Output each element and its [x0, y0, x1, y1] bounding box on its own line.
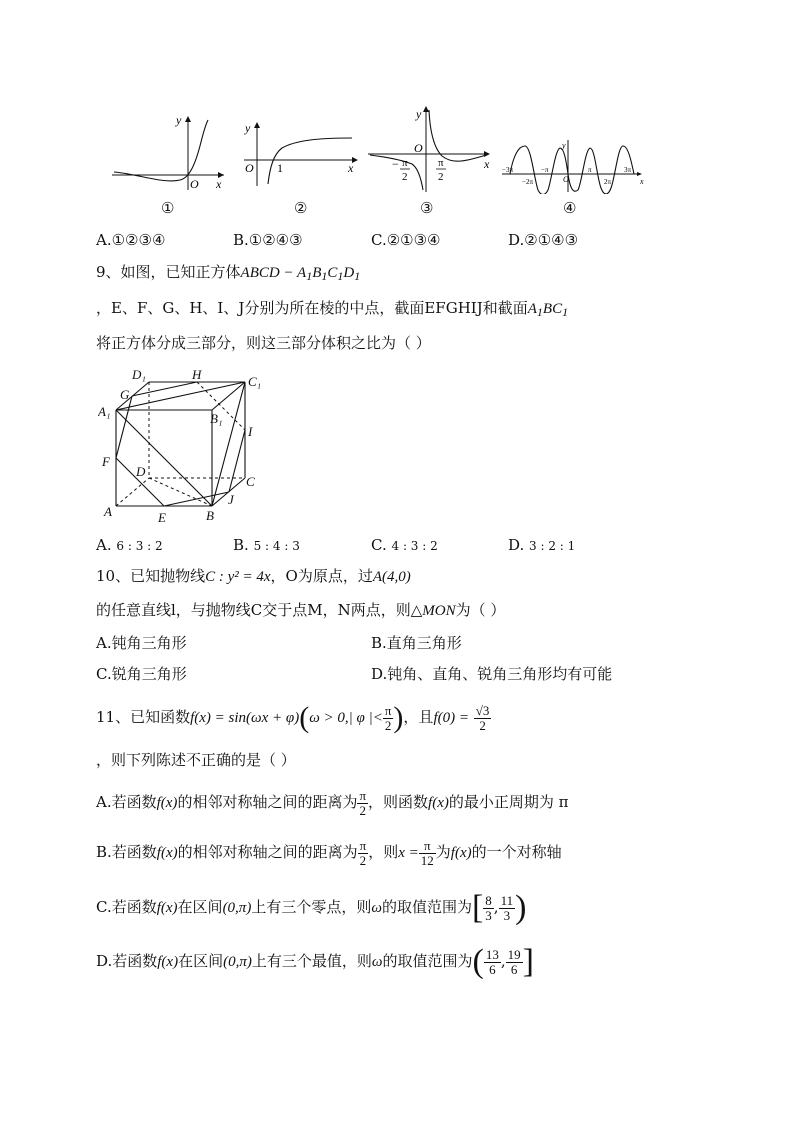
cube-figure — [98, 366, 266, 526]
q11-stem-line1: 11、已知函数f(x) = sin(ωx + φ)(ω > 0,| φ |< $\frac{\pi}{2}$ )，且f(0) = $\frac{√3}{2}$ — [96, 701, 490, 734]
svg-text:2π: 2π — [604, 178, 612, 186]
svg-text:3π: 3π — [624, 166, 632, 174]
q9-option-b[interactable]: B. 5 : 4 : 3 — [233, 536, 300, 554]
svg-text:−3π: −3π — [502, 166, 513, 174]
q10-option-c[interactable]: C.锐角三角形 — [96, 665, 187, 683]
svg-text:y: y — [562, 141, 566, 150]
q10-option-b[interactable]: B.直角三角形 — [371, 634, 462, 652]
q10-stem-line1: 10、已知抛物线C : y² = 4x，O为原点，过A(4,0) — [96, 567, 411, 585]
svg-text:2: 2 — [438, 171, 444, 183]
q11-option-b[interactable]: B.若函数f(x)的相邻对称轴之间的距离为 $\frac{\pi}{2}$ ，则x = $\frac{\pi}{12}$ 为f(x)的一个对称轴 — [96, 837, 562, 868]
q9-stem-line1: 9、如图，已知正方体ABCD − $A_1B_1C_1D_1$ — [96, 263, 361, 283]
graph-2 — [240, 120, 362, 190]
q9-stem-line2: ，E、F、G、H、I、J分别为所在棱的中点，截面EFGHIJ和截面$A_1BC_1$ — [96, 299, 569, 319]
svg-text:x: x — [640, 177, 644, 186]
svg-text:π: π — [402, 157, 408, 169]
graph-1-curve — [114, 120, 208, 181]
svg-text:x: x — [348, 161, 354, 175]
q9-option-c[interactable]: C. 4 : 3 : 2 — [371, 536, 438, 554]
graph-1-origin: O — [190, 177, 199, 191]
graph-3 — [366, 102, 494, 194]
graph-1-label: ① — [161, 199, 175, 217]
svg-text:C: C — [246, 474, 255, 489]
graph-2-label: ② — [294, 199, 308, 217]
svg-text:x: x — [484, 157, 490, 171]
svg-text:y: y — [245, 121, 251, 135]
svg-text:2: 2 — [402, 171, 408, 183]
svg-text:−: − — [392, 157, 399, 171]
q11-option-d[interactable]: D.若函数f(x)在区间(0,π)上有三个最值，则ω的取值范围为( $\frac{13}{6}$ , $\frac{19}{6}$ ] — [96, 943, 534, 980]
svg-text:D: D — [136, 464, 146, 479]
svg-text:O: O — [245, 161, 254, 175]
svg-text:E: E — [158, 510, 166, 525]
graph-1-y-label: y — [176, 113, 182, 127]
q9-option-a[interactable]: A. 6 : 3 : 2 — [96, 536, 163, 554]
svg-text:F: F — [102, 454, 110, 469]
svg-text:J: J — [228, 492, 234, 507]
q10-option-d[interactable]: D.钝角、直角、锐角三角形均有可能 — [371, 665, 613, 683]
svg-text:y: y — [416, 107, 422, 121]
svg-text:−2π: −2π — [522, 178, 533, 186]
svg-text:1: 1 — [277, 161, 283, 175]
graph-4 — [500, 138, 646, 194]
svg-text:π: π — [588, 166, 592, 174]
graph-1 — [108, 112, 228, 192]
q9-option-d[interactable]: D. 3 : 2 : 1 — [508, 536, 576, 554]
svg-text:D₁: D₁ — [132, 367, 146, 382]
svg-text:I: I — [248, 424, 253, 439]
svg-text:G: G — [120, 387, 130, 402]
svg-text:A₁: A₁ — [98, 404, 111, 419]
q10-option-a[interactable]: A.钝角三角形 — [96, 634, 187, 652]
q8-option-d[interactable]: D.②①④③ — [508, 231, 579, 249]
svg-text:−π: −π — [541, 166, 549, 174]
svg-text:C₁: C₁ — [248, 374, 262, 389]
graph-3-label: ③ — [420, 199, 434, 217]
svg-text:H: H — [192, 367, 202, 382]
graph-1-x-label: x — [216, 177, 222, 191]
q8-option-a[interactable]: A.①②③④ — [96, 231, 166, 249]
q8-option-b[interactable]: B.①②④③ — [233, 231, 303, 249]
svg-text:B: B — [206, 508, 214, 523]
q11-option-a[interactable]: A.若函数f(x)的相邻对称轴之间的距离为 $\frac{\pi}{2}$ ，则函数f(x)的最小正周期为 π — [96, 787, 569, 818]
svg-text:π: π — [438, 157, 444, 169]
svg-text:B₁: B₁ — [210, 411, 223, 426]
q11-stem-line2: ，则下列陈述不正确的是（ ） — [96, 751, 296, 769]
q9-stem-line3: 将正方体分成三部分，则这三部分体积之比为（ ） — [96, 334, 431, 352]
svg-text:O: O — [563, 175, 569, 184]
graph-4-label: ④ — [563, 199, 577, 217]
q8-option-c[interactable]: C.②①③④ — [371, 231, 441, 249]
q11-option-c[interactable]: C.若函数f(x)在区间(0,π)上有三个零点，则ω的取值范围为[ $\frac{8}{3}$ , $\frac{11}{3}$ ) — [96, 889, 527, 926]
svg-text:A: A — [104, 504, 112, 519]
q10-stem-line2: 的任意直线l，与抛物线C交于点M，N两点，则△MON为（ ） — [96, 601, 506, 619]
svg-text:O: O — [414, 141, 423, 155]
